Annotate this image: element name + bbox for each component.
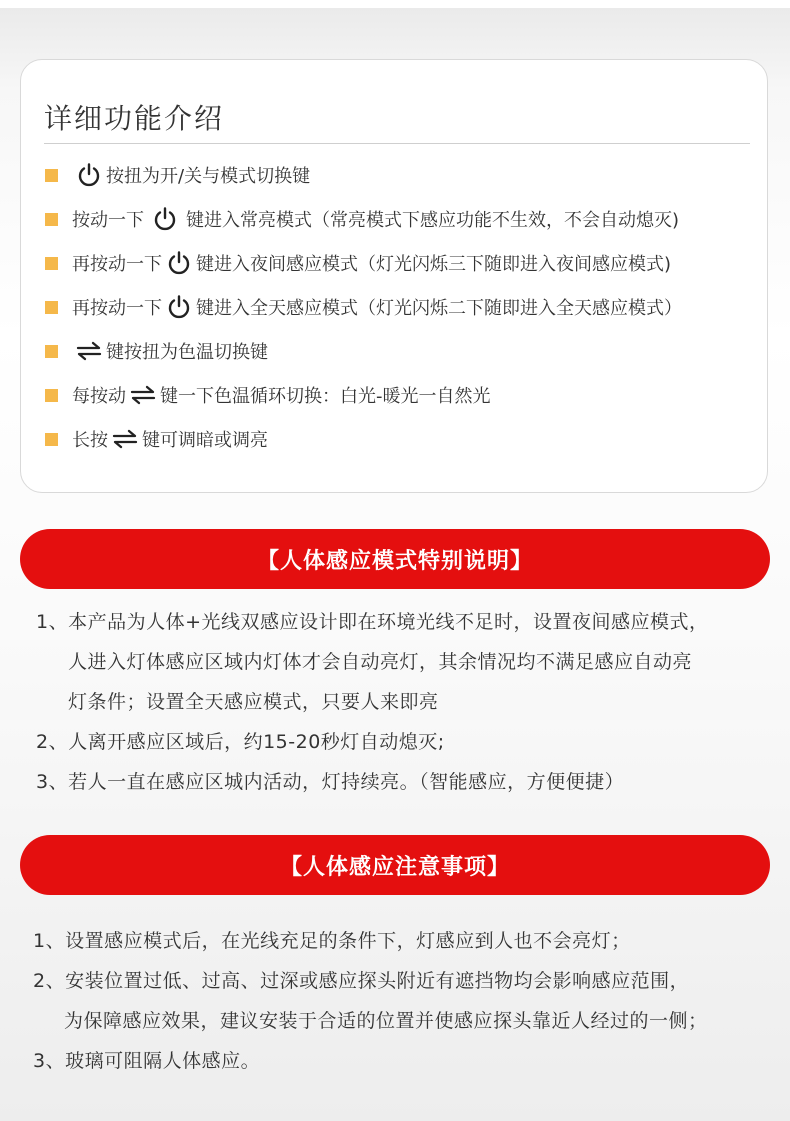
top-strip	[0, 0, 790, 8]
feature-item	[45, 291, 682, 323]
power-icon	[76, 162, 102, 188]
feature-prefix: 长按	[72, 430, 108, 451]
notes-banner: 【人体感应注意事项】	[20, 835, 770, 895]
notes-line: 为保障感应效果，建议安装于合适的位置并使感应探头靠近人经过的一侧；	[64, 1010, 708, 1032]
bullet	[45, 433, 58, 446]
bullet	[45, 257, 58, 270]
features-title: 详细功能介绍	[44, 102, 225, 135]
feature-item	[45, 335, 268, 367]
feature-text: 键可调暗或调亮	[142, 430, 268, 451]
sensor-mode-banner: 【人体感应模式特别说明】	[20, 529, 770, 589]
notes-line: 3、玻璃可阻隔人体感应。	[33, 1050, 261, 1072]
power-icon	[152, 206, 178, 232]
feature-text: 键一下色温循环切换：白光-暖光一自然光	[160, 386, 491, 407]
divider	[44, 143, 750, 144]
swap-arrows-icon	[130, 385, 156, 405]
notes-line: 1、设置感应模式后，在光线充足的条件下，灯感应到人也不会亮灯；	[33, 930, 631, 952]
bullet	[45, 389, 58, 402]
bullet	[45, 301, 58, 314]
sensor-mode-line: 灯条件；设置全天感应模式，只要人来即亮	[68, 691, 439, 713]
feature-prefix: 每按动	[72, 386, 126, 407]
swap-arrows-icon	[76, 341, 102, 361]
feature-text: 键按扭为色温切换键	[106, 342, 268, 363]
feature-item	[45, 159, 310, 191]
bullet	[45, 345, 58, 358]
feature-prefix: 按动一下	[72, 210, 144, 231]
feature-item	[45, 203, 679, 235]
feature-text: 键进入夜间感应模式（灯光闪烁三下随即进入夜间感应模式)	[196, 254, 672, 275]
feature-prefix: 再按动一下	[72, 298, 162, 319]
features-card	[20, 59, 768, 493]
feature-text: 键进入全天感应模式（灯光闪烁二下随即进入全天感应模式）	[196, 298, 682, 319]
bullet	[45, 169, 58, 182]
feature-item	[45, 247, 671, 279]
swap-arrows-icon	[112, 429, 138, 449]
bullet	[45, 213, 58, 226]
power-icon	[166, 250, 192, 276]
sensor-mode-line: 3、若人一直在感应区城内活动，灯持续亮。（智能感应，方便便捷）	[36, 771, 625, 793]
sensor-mode-line: 人进入灯体感应区域内灯体才会自动亮灯，其余情况均不满足感应自动亮	[68, 651, 693, 673]
feature-item	[45, 423, 268, 455]
power-icon	[166, 294, 192, 320]
feature-text: 按扭为开/关与模式切换键	[106, 166, 311, 187]
feature-text: 键进入常亮模式（常亮模式下感应功能不生效，不会自动熄灭)	[186, 210, 680, 231]
sensor-mode-line: 2、人离开感应区域后，约15-20秒灯自动熄灭;	[36, 731, 445, 753]
notes-line: 2、安装位置过低、过高、过深或感应探头附近有遮挡物均会影响感应范围，	[33, 970, 690, 992]
feature-item	[45, 379, 491, 411]
sensor-mode-line: 1、本产品为人体+光线双感应设计即在环境光线不足时，设置夜间感应模式，	[36, 611, 709, 633]
feature-prefix: 再按动一下	[72, 254, 162, 275]
